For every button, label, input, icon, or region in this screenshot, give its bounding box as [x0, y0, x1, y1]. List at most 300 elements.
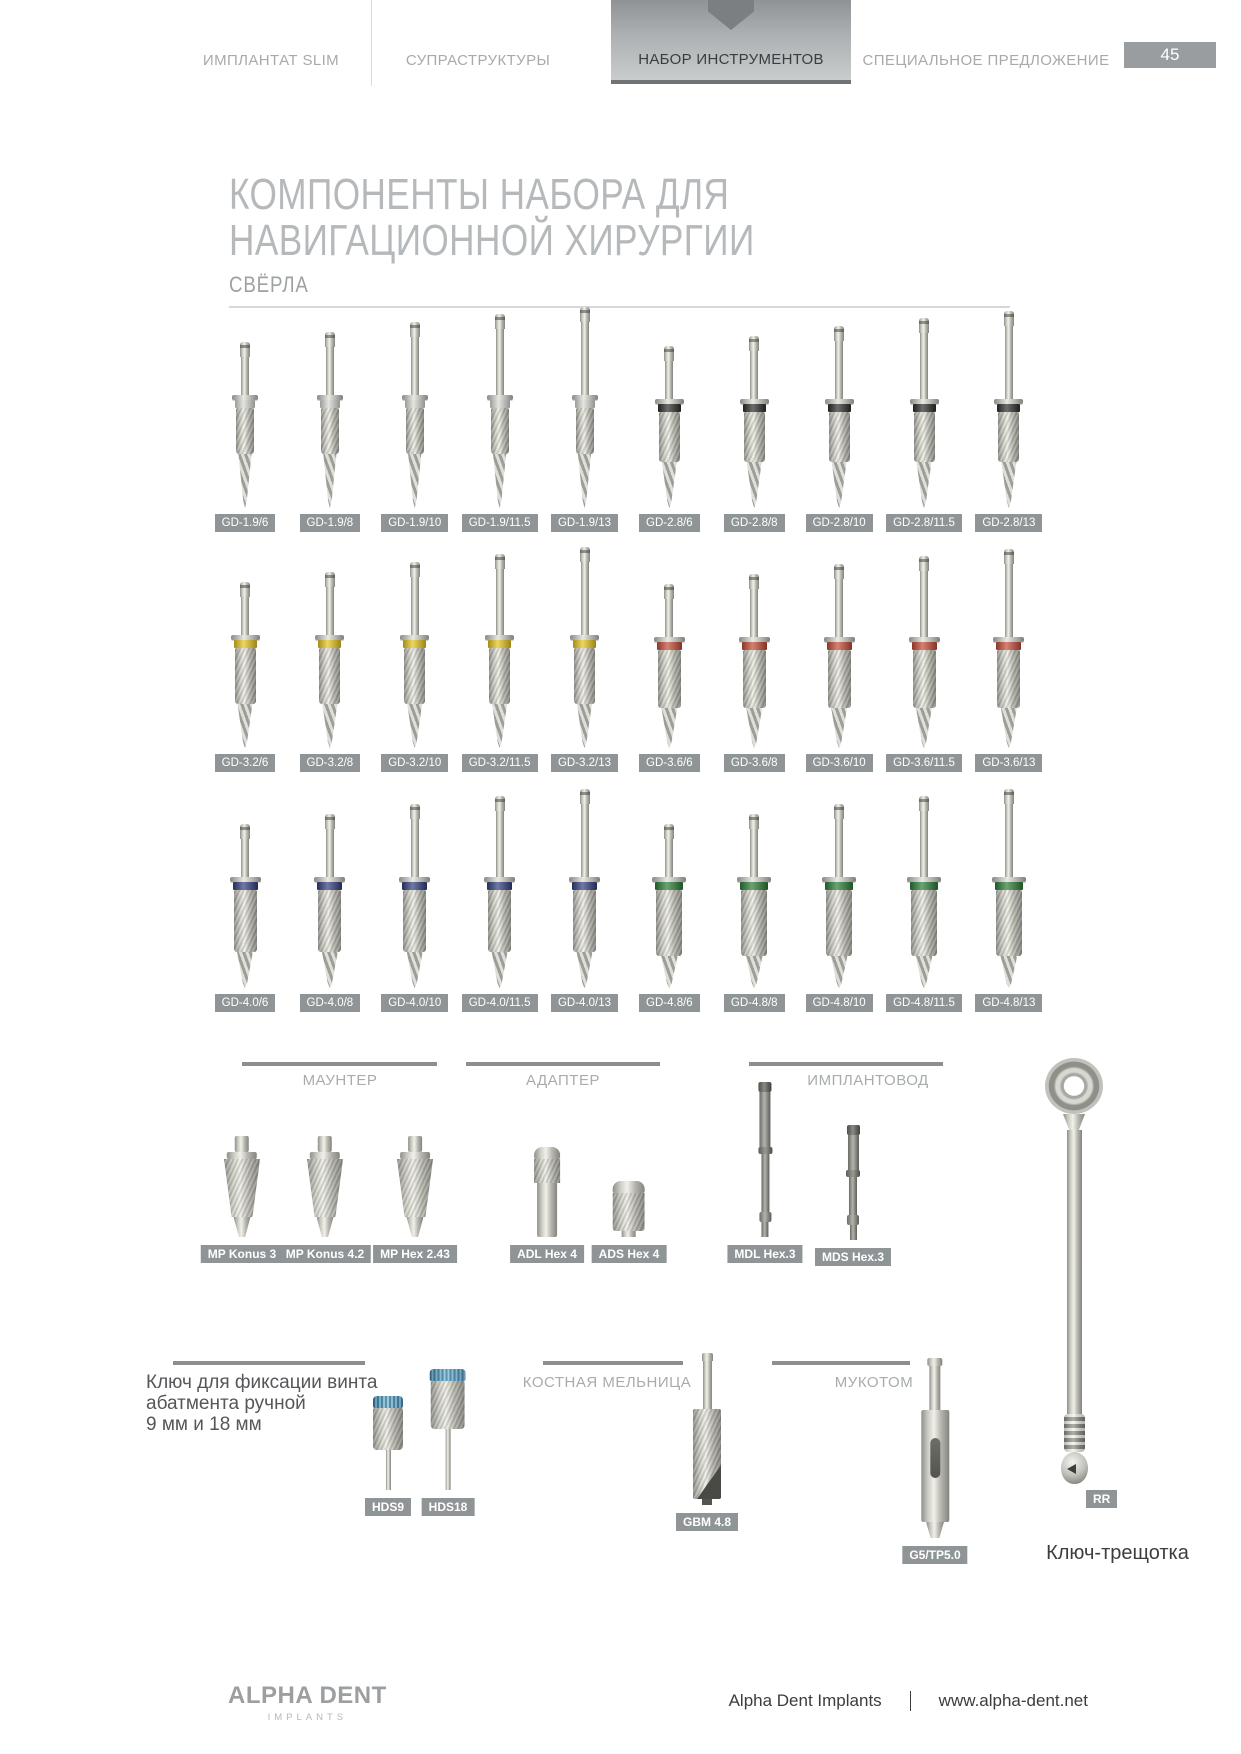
drill-body [573, 890, 596, 952]
tool-code-label: MP Konus 3 [201, 1245, 283, 1263]
drill-code-label: GD-3.6/6 [639, 754, 700, 772]
ratchet-caption: Ключ-трещотка [1046, 1542, 1189, 1564]
footer-info [729, 1691, 1088, 1711]
tool-item-g5-tp5.0 [902, 1358, 967, 1564]
drill-depth-ring [742, 642, 767, 650]
drill-depth-ring [233, 882, 258, 890]
drill-flute-tip [831, 462, 848, 508]
drill-flute-tip [745, 708, 763, 748]
drill-code-label: GD-3.2/10 [381, 754, 448, 772]
drill-depth-ring [912, 642, 937, 650]
drill-item-gd-4.8-6 [627, 778, 711, 1012]
drill-shaft [496, 811, 504, 877]
drill-shank-knob [1004, 549, 1014, 564]
drill-shaft [665, 599, 673, 637]
tool-illustration [534, 1147, 560, 1237]
drill-item-gd-3.6-10 [797, 538, 881, 772]
drill-depth-ring [910, 882, 938, 890]
tool-illustration [846, 1125, 860, 1240]
nav-item-special-offer[interactable]: СПЕЦИАЛЬНОЕ ПРЕДЛОЖЕНИЕ [862, 52, 1110, 69]
drill-body [488, 890, 511, 952]
section-title-mukotom: МУКОТОМ [834, 1374, 914, 1391]
drill-code-label: GD-2.8/6 [639, 514, 700, 532]
drill-illustration [400, 562, 429, 748]
drill-depth-ring [657, 642, 682, 650]
drill-item-gd-3.6-13 [967, 538, 1051, 772]
drill-shank-knob [580, 307, 590, 322]
drill-flute-tip [1000, 708, 1018, 748]
drill-item-gd-1.9-10 [373, 298, 457, 532]
tool-item-hds18 [422, 1369, 475, 1516]
drill-body [234, 890, 257, 952]
drill-depth-ring [405, 400, 425, 408]
section-title-implant-driver: ИМПЛАНТОВОД [807, 1072, 929, 1089]
drill-flute-tip [916, 462, 933, 508]
drill-shaft [411, 819, 419, 877]
drill-shank-knob [240, 824, 250, 839]
drill-depth-ring [234, 640, 257, 648]
drill-flute-tip [321, 952, 339, 988]
drill-illustration [314, 814, 345, 988]
drill-code-label: GD-3.6/8 [724, 754, 785, 772]
drill-illustration [740, 336, 769, 508]
drill-flute-tip [491, 704, 508, 748]
drill-item-gd-3.2-6 [203, 538, 287, 772]
ratchet-ring-head [1045, 1058, 1103, 1114]
brand-logo-subtext: IMPLANTS [267, 1712, 348, 1723]
drill-illustration [907, 796, 941, 988]
tool-illustration [758, 1082, 772, 1237]
drill-body [913, 650, 936, 708]
drill-shank-knob [495, 314, 505, 329]
drill-shaft [750, 829, 758, 877]
drill-shank-knob [834, 564, 844, 579]
drill-flute-tip [322, 454, 337, 508]
drill-shaft [920, 571, 928, 637]
drill-shank-knob [325, 572, 335, 587]
ratchet-grip [1064, 1414, 1085, 1452]
drill-shank-knob [664, 824, 674, 839]
drill-flute-tip [915, 956, 934, 988]
drill-depth-ring [235, 400, 255, 408]
nav-item-implant-slim[interactable]: ИМПЛАНТАТ SLIM [202, 52, 340, 69]
drill-item-gd-4.0-6 [203, 778, 287, 1012]
drill-flute-tip [1000, 462, 1017, 508]
drill-body [914, 412, 935, 462]
section-title-mounter: МАУНТЕР [302, 1072, 378, 1089]
drill-depth-ring [318, 640, 341, 648]
drill-depth-ring [996, 642, 1021, 650]
drill-code-label: GD-1.9/11.5 [462, 514, 538, 532]
drill-shank-knob [1004, 789, 1014, 804]
tool-illustration [307, 1136, 343, 1237]
drill-item-gd-2.8-13 [967, 298, 1051, 532]
drill-code-label: GD-3.6/11.5 [886, 754, 962, 772]
drill-row-2 [203, 538, 1051, 772]
drill-body [656, 890, 682, 956]
page-number-badge: 45 [1124, 42, 1216, 68]
drill-code-label: GD-4.8/11.5 [886, 994, 962, 1012]
drill-item-gd-1.9-8 [288, 298, 372, 532]
drill-illustration [317, 332, 343, 508]
section-title-adapter: АДАПТЕР [526, 1072, 600, 1089]
drill-body [235, 648, 256, 704]
drill-shaft [581, 562, 589, 635]
drill-flute-tip [407, 454, 422, 508]
nav-tab-instrument-kit[interactable] [611, 0, 851, 84]
drill-depth-ring [490, 400, 510, 408]
tool-code-label: MDL Hex.3 [727, 1245, 802, 1263]
drill-body [574, 648, 595, 704]
drill-flute-tip [999, 956, 1018, 988]
drill-item-gd-2.8-10 [797, 298, 881, 532]
drill-shaft [1005, 564, 1013, 637]
hand-key-description: Ключ для фиксации винта абатмента ручной 9 мм и 18 мм [146, 1372, 378, 1435]
tool-illustration [224, 1136, 260, 1237]
drill-flute-tip [830, 956, 849, 988]
drill-body [996, 890, 1022, 956]
drill-body [321, 408, 339, 454]
drill-illustration [824, 564, 855, 748]
drill-shaft [835, 341, 843, 399]
drill-depth-ring [573, 640, 596, 648]
drill-shaft [920, 811, 928, 877]
drill-depth-ring [740, 882, 768, 890]
drill-shaft [665, 361, 673, 399]
drill-body [491, 408, 509, 454]
drill-shank-knob [749, 814, 759, 829]
drill-body [744, 412, 765, 462]
drill-illustration [737, 814, 771, 988]
drill-illustration [232, 342, 258, 508]
tool-code-label: HDS18 [422, 1498, 475, 1516]
drill-illustration [402, 322, 428, 508]
drill-grid [203, 298, 1051, 1018]
down-arrow-icon [708, 0, 754, 30]
drill-code-label: GD-4.8/6 [639, 994, 700, 1012]
drill-body [741, 890, 767, 956]
drill-illustration [992, 789, 1026, 988]
drill-illustration [655, 346, 684, 508]
drill-shaft [750, 351, 758, 399]
tool-code-label: MP Konus 4.2 [279, 1245, 371, 1263]
drill-depth-ring [488, 640, 511, 648]
tool-code-label: ADL Hex 4 [510, 1245, 584, 1263]
drill-illustration [315, 572, 344, 748]
drill-flute-tip [576, 952, 594, 988]
tool-code-label: G5/TP5.0 [902, 1546, 967, 1564]
drill-code-label: GD-4.0/10 [381, 994, 448, 1012]
drill-row-1 [203, 298, 1051, 532]
drill-item-gd-1.9-6 [203, 298, 287, 532]
drill-body [826, 890, 852, 956]
tool-illustration [397, 1136, 433, 1237]
drill-body [828, 650, 851, 708]
drill-item-gd-3.6-8 [712, 538, 796, 772]
section-underline [772, 1361, 910, 1365]
tool-item-hds9 [365, 1396, 411, 1516]
drill-body [406, 408, 424, 454]
drill-item-gd-4.0-13 [543, 778, 627, 1012]
drill-item-gd-3.2-8 [288, 538, 372, 772]
drill-body [998, 412, 1019, 462]
footer-website[interactable]: www.alpha-dent.net [938, 1691, 1088, 1710]
drill-item-gd-2.8-6 [627, 298, 711, 532]
footer-company: Alpha Dent Implants [728, 1691, 882, 1710]
drill-code-label: GD-4.0/6 [215, 994, 276, 1012]
drill-code-label: GD-4.0/11.5 [462, 994, 538, 1012]
drill-item-gd-3.2-13 [543, 538, 627, 772]
drill-flute-tip [321, 704, 338, 748]
drill-shank-knob [919, 796, 929, 811]
section-title-bone-mill: КОСТНАЯ МЕЛЬНИЦА [522, 1374, 692, 1391]
drill-item-gd-2.8-8 [712, 298, 796, 532]
drill-depth-ring [997, 404, 1020, 412]
drill-item-gd-4.0-10 [373, 778, 457, 1012]
drill-shaft [326, 347, 334, 395]
drill-shaft [496, 569, 504, 635]
drill-shank-knob [1004, 311, 1014, 326]
drill-flute-tip [236, 952, 254, 988]
ratchet-wrench-illustration [1045, 1058, 1103, 1484]
tool-illustration [921, 1358, 949, 1538]
footer-separator [910, 1691, 911, 1711]
drill-illustration [485, 554, 514, 748]
tool-item-mds-hex.3 [815, 1125, 891, 1266]
drill-shank-knob [580, 789, 590, 804]
drill-code-label: GD-1.9/10 [381, 514, 448, 532]
tool-illustration [693, 1353, 721, 1505]
section-underline [543, 1361, 683, 1365]
drill-row-3 [203, 778, 1051, 1012]
tool-code-label: MDS Hex.3 [815, 1248, 891, 1266]
drill-illustration [909, 556, 940, 748]
drill-flute-tip [661, 462, 678, 508]
drill-item-gd-1.9-13 [543, 298, 627, 532]
nav-divider-line [371, 0, 372, 86]
drill-depth-ring [743, 404, 766, 412]
drill-shank-knob [495, 554, 505, 569]
drill-depth-ring [317, 882, 342, 890]
drill-code-label: GD-3.2/6 [215, 754, 276, 772]
drill-illustration [230, 824, 261, 988]
drill-illustration [569, 789, 600, 988]
drill-shank-knob [410, 804, 420, 819]
drill-code-label: GD-3.2/8 [300, 754, 361, 772]
tool-code-label: GBM 4.8 [676, 1513, 738, 1531]
drill-shank-knob [749, 336, 759, 351]
section-underline [466, 1062, 660, 1066]
drill-item-gd-1.9-11.5 [458, 298, 542, 532]
drill-illustration [484, 796, 515, 988]
drill-shaft [750, 589, 758, 637]
section-underline [173, 1361, 365, 1365]
drill-shank-knob [325, 814, 335, 829]
drill-shank-knob [919, 556, 929, 571]
drill-depth-ring [403, 640, 426, 648]
drill-illustration [652, 824, 686, 988]
drill-body [404, 648, 425, 704]
drill-body [319, 648, 340, 704]
drill-shank-knob [834, 326, 844, 341]
page-title: КОМПОНЕНТЫ НАБОРА ДЛЯ НАВИГАЦИОННОЙ ХИРУРГИИ [229, 170, 755, 265]
drill-depth-ring [402, 882, 427, 890]
drill-flute-tip [491, 952, 509, 988]
tool-item-mp-hex-2.43 [373, 1136, 457, 1263]
drill-flute-tip [576, 704, 593, 748]
drill-code-label: GD-4.0/13 [551, 994, 618, 1012]
tool-illustration [373, 1396, 403, 1490]
drill-shaft [1005, 804, 1013, 877]
drill-body [997, 650, 1020, 708]
section-underline [242, 1062, 437, 1066]
drill-body [829, 412, 850, 462]
drill-illustration [739, 574, 770, 748]
section-underline [749, 1062, 943, 1066]
drill-body [403, 890, 426, 952]
drill-body [318, 890, 341, 952]
drill-depth-ring [827, 642, 852, 650]
tool-code-label: HDS9 [365, 1498, 411, 1516]
drill-shank-knob [664, 346, 674, 361]
drill-code-label: GD-3.6/10 [806, 754, 873, 772]
drill-code-label: GD-4.8/10 [806, 994, 873, 1012]
drill-illustration [993, 549, 1024, 748]
drill-shaft [241, 357, 249, 395]
drill-depth-ring [995, 882, 1023, 890]
drill-shank-knob [240, 342, 250, 357]
tool-code-label: ADS Hex 4 [592, 1245, 667, 1263]
drill-item-gd-4.8-13 [967, 778, 1051, 1012]
drill-code-label: GD-3.2/11.5 [462, 754, 538, 772]
drill-code-label: GD-3.6/13 [975, 754, 1042, 772]
drill-shank-knob [410, 562, 420, 577]
drill-shank-knob [919, 318, 929, 333]
tool-illustration [430, 1369, 466, 1490]
drill-body [659, 412, 680, 462]
drill-code-label: GD-1.9/8 [300, 514, 361, 532]
drill-depth-ring [572, 882, 597, 890]
drill-shaft [411, 337, 419, 395]
drill-item-gd-3.2-10 [373, 538, 457, 772]
drill-item-gd-4.0-11.5 [458, 778, 542, 1012]
drill-illustration [487, 314, 513, 508]
drill-flute-tip [238, 454, 253, 508]
ratchet-neck [1063, 1114, 1085, 1130]
drill-shank-knob [240, 582, 250, 597]
drill-shaft [665, 839, 673, 877]
nav-tab-label: НАБОР ИНСТРУМЕНТОВ [638, 51, 824, 68]
ratchet-ball-end [1061, 1452, 1088, 1484]
drill-item-gd-3.6-6 [627, 538, 711, 772]
drill-flute-tip [746, 462, 763, 508]
drill-illustration [654, 584, 685, 748]
drill-code-label: GD-2.8/11.5 [886, 514, 962, 532]
drill-item-gd-4.8-8 [712, 778, 796, 1012]
drill-depth-ring [655, 882, 683, 890]
drill-flute-tip [577, 454, 592, 508]
tool-item-mdl-hex.3 [727, 1082, 802, 1263]
drill-item-gd-4.8-11.5 [882, 778, 966, 1012]
drill-flute-tip [745, 956, 764, 988]
drill-body [489, 648, 510, 704]
drill-flute-tip [660, 708, 678, 748]
drill-shaft [411, 577, 419, 635]
drill-depth-ring [825, 882, 853, 890]
drill-shank-knob [834, 804, 844, 819]
drill-illustration [994, 311, 1023, 508]
drill-shank-knob [325, 332, 335, 347]
drill-shaft [326, 829, 334, 877]
drill-code-label: GD-2.8/13 [975, 514, 1042, 532]
drill-illustration [570, 547, 599, 748]
tool-illustration [613, 1181, 645, 1237]
drill-shaft [920, 333, 928, 399]
drill-shaft [581, 322, 589, 395]
drill-depth-ring [913, 404, 936, 412]
drill-item-gd-4.8-10 [797, 778, 881, 1012]
drill-depth-ring [487, 882, 512, 890]
drill-shaft [496, 329, 504, 395]
tool-item-mp-konus-4.2 [279, 1136, 371, 1263]
drill-shank-knob [580, 547, 590, 562]
drill-shank-knob [410, 322, 420, 337]
drill-flute-tip [237, 704, 254, 748]
drill-item-gd-3.6-11.5 [882, 538, 966, 772]
drill-depth-ring [320, 400, 340, 408]
ratchet-code-label: RR [1086, 1490, 1117, 1508]
drill-code-label: GD-2.8/10 [806, 514, 873, 532]
drill-depth-ring [828, 404, 851, 412]
nav-item-suprastructures[interactable]: СУПРАСТРУКТУРЫ [405, 52, 551, 69]
drill-depth-ring [575, 400, 595, 408]
drill-item-gd-4.0-8 [288, 778, 372, 1012]
tool-item-ads-hex-4 [592, 1181, 667, 1263]
drill-body [658, 650, 681, 708]
drill-illustration [231, 582, 260, 748]
drill-flute-tip [406, 704, 423, 748]
drill-item-gd-3.2-11.5 [458, 538, 542, 772]
drill-flute-tip [830, 708, 848, 748]
ratchet-handle [1067, 1130, 1082, 1414]
drill-shaft [326, 587, 334, 635]
drill-flute-tip [915, 708, 933, 748]
drill-code-label: GD-2.8/8 [724, 514, 785, 532]
drill-shaft [835, 579, 843, 637]
drill-shank-knob [664, 584, 674, 599]
drill-shank-knob [495, 796, 505, 811]
drill-shaft [835, 819, 843, 877]
drill-body [576, 408, 594, 454]
drill-shaft [1005, 326, 1013, 399]
drill-illustration [822, 804, 856, 988]
drill-body [743, 650, 766, 708]
drill-item-gd-2.8-11.5 [882, 298, 966, 532]
drill-code-label: GD-4.8/8 [724, 994, 785, 1012]
drill-shaft [241, 839, 249, 877]
drill-body [236, 408, 254, 454]
drill-shank-knob [749, 574, 759, 589]
brand-logo [228, 1682, 387, 1723]
drill-code-label: GD-1.9/6 [215, 514, 276, 532]
drill-depth-ring [658, 404, 681, 412]
tool-item-mp-konus-3 [201, 1136, 283, 1263]
drill-illustration [825, 326, 854, 508]
drill-flute-tip [492, 454, 507, 508]
brand-logo-text: ALPHA DENT [228, 1682, 387, 1709]
tool-item-adl-hex-4 [510, 1147, 584, 1263]
drill-illustration [572, 307, 598, 508]
